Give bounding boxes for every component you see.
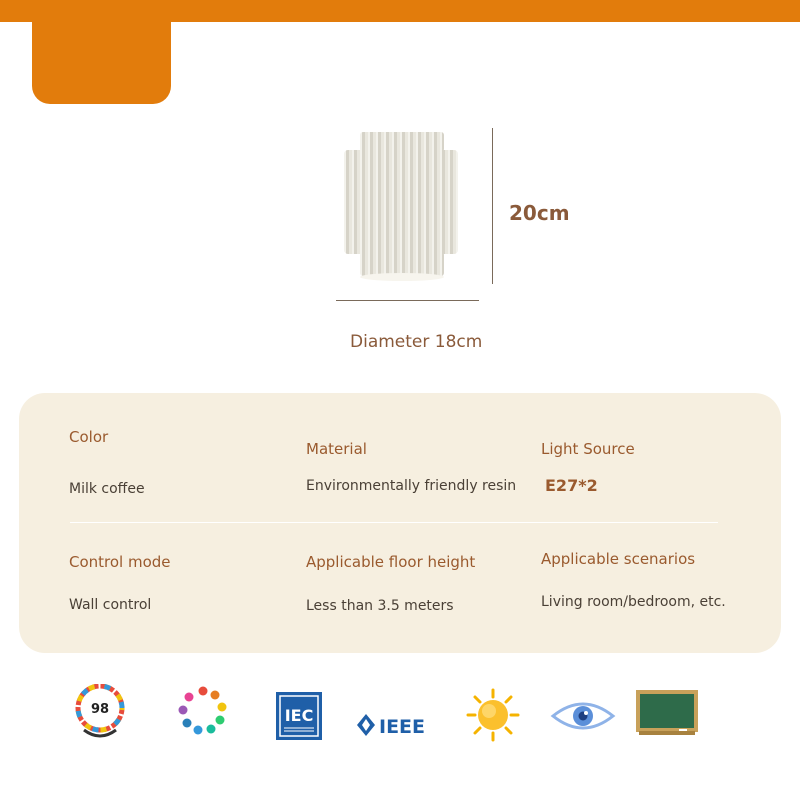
control-mode-value: Wall control xyxy=(69,597,152,613)
chalkboard-icon xyxy=(635,689,699,737)
cri-value: 98 xyxy=(90,702,110,717)
top-accent-tab xyxy=(32,0,171,104)
ieee-text: IEEE xyxy=(379,716,426,738)
spec-divider xyxy=(70,522,718,523)
floor-height-value: Less than 3.5 meters xyxy=(306,598,454,614)
scenarios-value: Living room/bedroom, etc. xyxy=(541,594,726,610)
iec-logo xyxy=(275,691,323,741)
scenarios-label: Applicable scenarios xyxy=(541,550,696,568)
lamp-image xyxy=(330,130,470,290)
iec-text: IEC xyxy=(284,706,314,725)
height-dimension-line xyxy=(492,128,493,284)
height-label: 20cm xyxy=(509,201,570,225)
diameter-dimension-line xyxy=(336,300,479,301)
material-label: Material xyxy=(306,440,367,458)
color-wheel-icon xyxy=(178,686,228,736)
light-source-label: Light Source xyxy=(541,440,635,458)
sun-icon xyxy=(466,688,520,742)
diameter-label: Diameter 18cm xyxy=(350,332,483,352)
color-value: Milk coffee xyxy=(69,481,145,497)
ieee-logo xyxy=(355,712,439,738)
floor-height-label: Applicable floor height xyxy=(306,553,476,571)
material-value: Environmentally friendly resin xyxy=(306,478,517,494)
eye-icon xyxy=(550,698,616,734)
color-label: Color xyxy=(69,428,109,446)
control-mode-label: Control mode xyxy=(69,553,171,571)
cri-icon xyxy=(74,684,126,742)
light-source-value: E27*2 xyxy=(545,476,598,495)
spec-panel xyxy=(19,393,781,653)
